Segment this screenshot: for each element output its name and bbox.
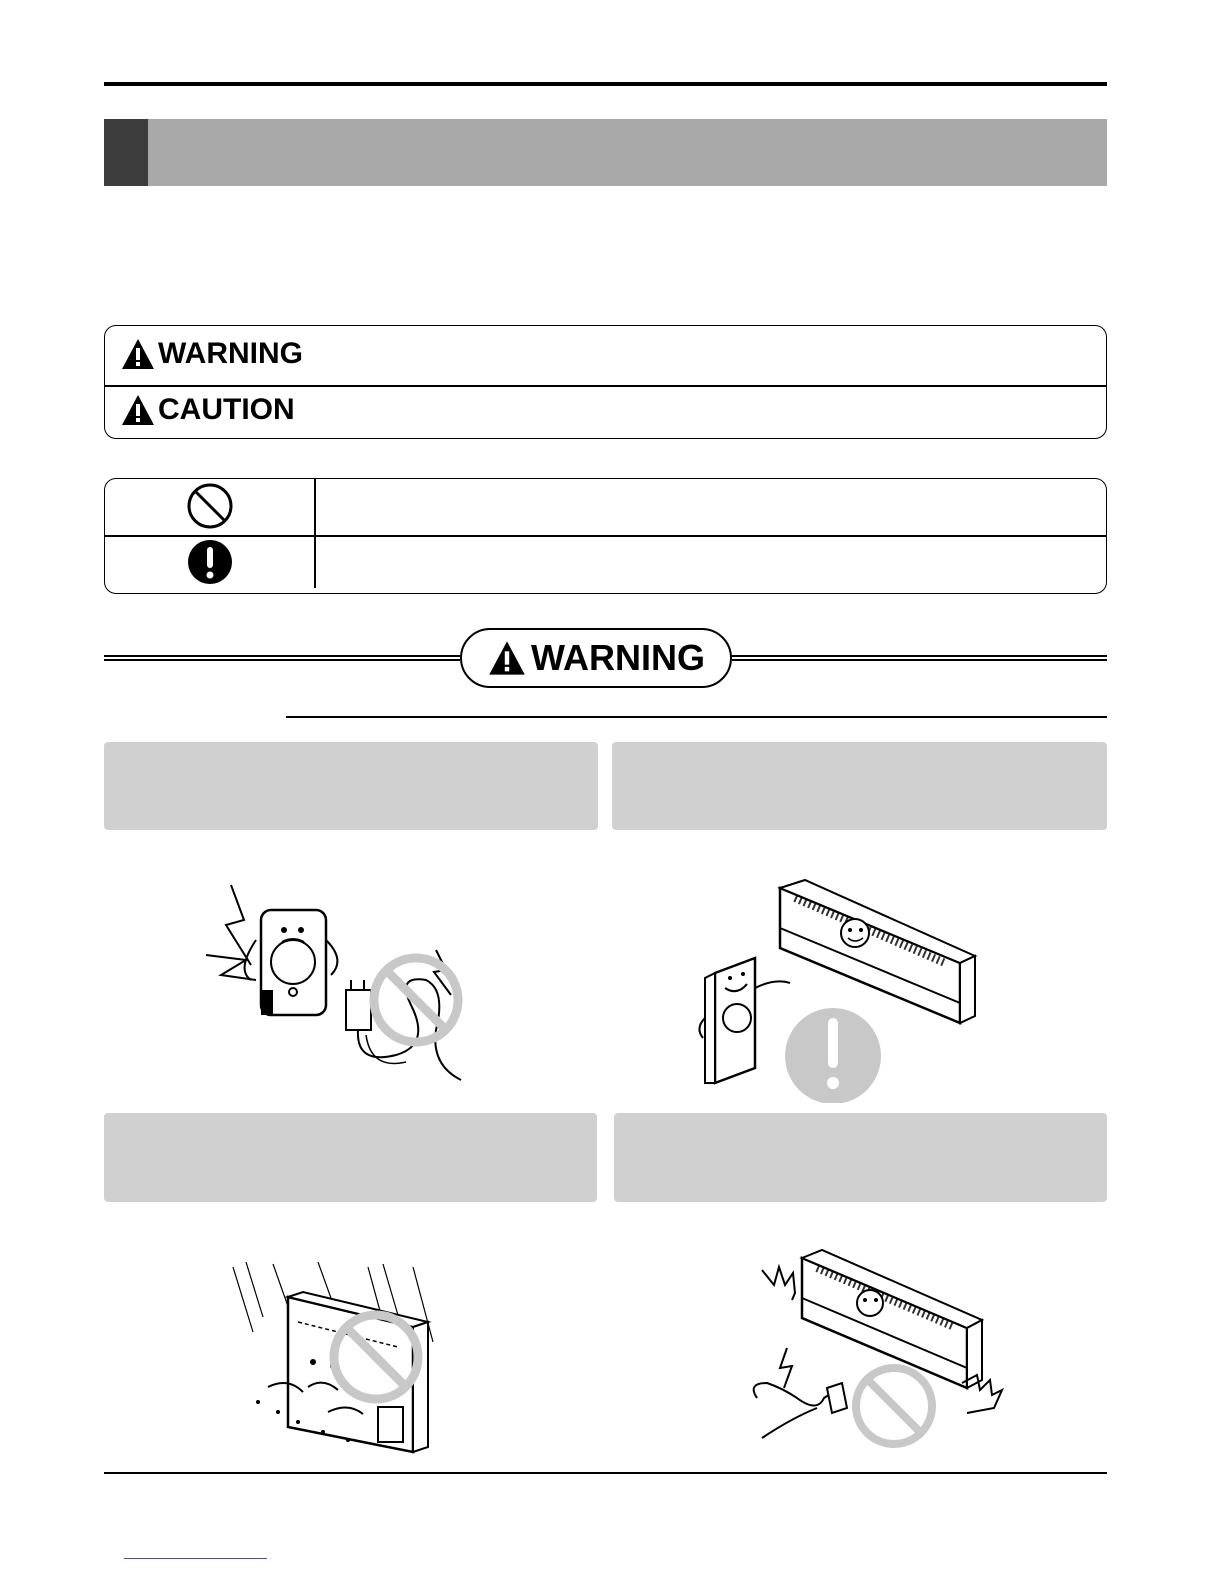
footer-link-underline[interactable] xyxy=(124,1558,267,1559)
illustration-damaged-plug xyxy=(196,880,486,1090)
warning-signal-label: WARNING xyxy=(158,337,303,370)
illustration-dedicated-circuit xyxy=(695,878,980,1103)
warning-triangle-icon xyxy=(120,337,156,371)
top-rule xyxy=(104,82,1107,86)
caution-triangle-icon xyxy=(120,393,156,427)
mandatory-icon xyxy=(186,538,234,586)
symbol-divider-horizontal xyxy=(104,535,1107,537)
warning-section-label: WARNING xyxy=(531,637,705,678)
instruction-card-1 xyxy=(104,742,598,830)
warning-section-heading xyxy=(460,628,732,688)
section-title-bar xyxy=(104,119,1107,186)
symbol-divider-vertical xyxy=(314,478,316,588)
warning-triangle-icon xyxy=(487,639,527,677)
signal-divider xyxy=(104,385,1107,387)
illustration-cord-modification xyxy=(752,1248,1007,1458)
subsection-rule xyxy=(286,716,1107,718)
warning-signal-row xyxy=(120,337,303,371)
caution-signal-row xyxy=(120,393,295,427)
instruction-card-4 xyxy=(614,1113,1107,1202)
illustration-rain-outdoor-unit xyxy=(228,1262,448,1462)
warning-header-line-right xyxy=(732,655,1107,661)
instruction-card-3 xyxy=(104,1113,597,1202)
section-title-tab xyxy=(104,119,148,186)
prohibited-icon xyxy=(186,482,234,530)
bottom-rule xyxy=(104,1472,1107,1474)
caution-signal-label: CAUTION xyxy=(158,393,295,426)
instruction-card-2 xyxy=(612,742,1107,830)
warning-header-line-left xyxy=(104,655,460,661)
